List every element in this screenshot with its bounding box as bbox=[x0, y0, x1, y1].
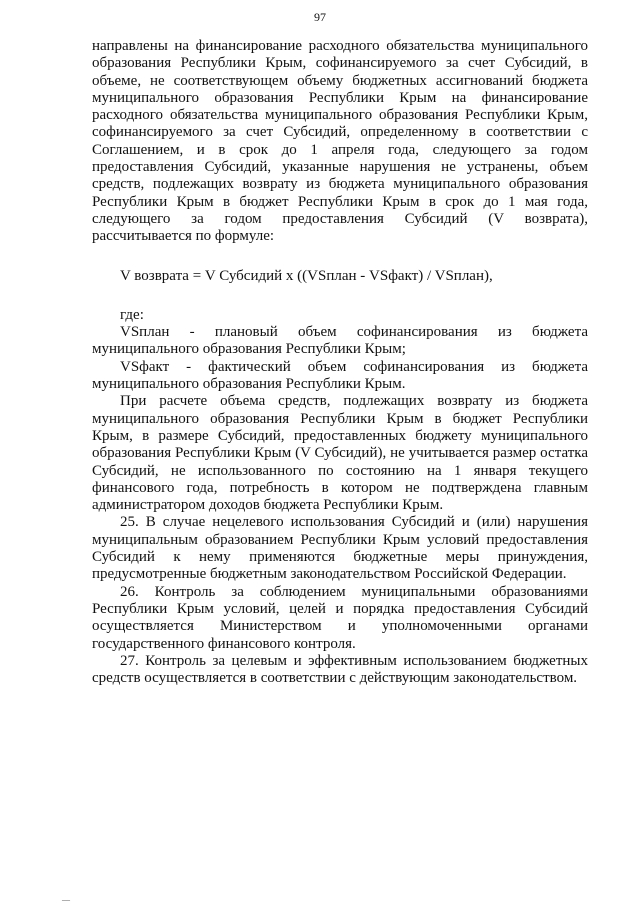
paragraph-26: 26. Контроль за соблюдением муниципальными образованиями Республики Крым условий, целей и порядка предоставления Субсидий осуществляется Министерством и уполномоченными органами государственного финансового контроля. bbox=[92, 583, 588, 652]
document-body bbox=[92, 38, 588, 687]
paragraph-continuation: направлены на финансирование расходного обязательства муниципального образования Республики Крым, софинансируемого за счет Субсидий, в объеме, не соответствующем объему бюджетных ассигнований бюджета муниципального образования Республики Крым на финансирование расходного обязательства муниципального образования Республики Крым, софинансируемого за счет Субсидий, определенному в соответствии с Соглашением, и в срок до 1 апреля года, следующего за годом предоставления Субсидий, указанные нарушения не устранены, объем средств, подлежащих возврату из бюджета муниципального образования Республики Крым в бюджет Республики Крым в срок до 1 мая года, следующего за годом предоставления Субсидий (V возврата), рассчитывается по формуле: bbox=[92, 38, 588, 245]
paragraph-calculation-note: При расчете объема средств, подлежащих возврату из бюджета муниципального образования Республики Крым в бюджет Республики Крым, в размере Субсидий, предоставленных бюджету муниципального образования Республики Крым (V Субсидий), не учитывается размер остатка Субсидий, не использованного по состоянию на 1 января текущего финансового года, потребность в котором не подтверждена главным администратором доходов бюджета Республики Крым. bbox=[92, 393, 588, 514]
return-formula: V возврата = V Субсидий x ((VSплан - VSфакт) / VSплан), bbox=[120, 267, 493, 284]
paragraph-27: 27. Контроль за целевым и эффективным использованием бюджетных средств осуществляется в соответствии с действующим законодательством. bbox=[92, 652, 588, 687]
page-number: 97 bbox=[314, 10, 326, 24]
definition-vs-fact: VSфакт - фактический объем софинансирования из бюджета муниципального образования Республики Крым. bbox=[92, 358, 588, 393]
formula-where-label: где: bbox=[120, 306, 144, 323]
paragraph-25: 25. В случае нецелевого использования Субсидий и (или) нарушения муниципальным образованием Республики Крым условий предоставления Субсидий к нему применяются бюджетные меры принуждения, предусмотренные бюджетным законодательством Российской Федерации. bbox=[92, 514, 588, 583]
definition-vs-plan: VSплан - плановый объем софинансирования из бюджета муниципального образования Республики Крым; bbox=[92, 324, 588, 358]
corner-mark: — bbox=[62, 895, 70, 904]
